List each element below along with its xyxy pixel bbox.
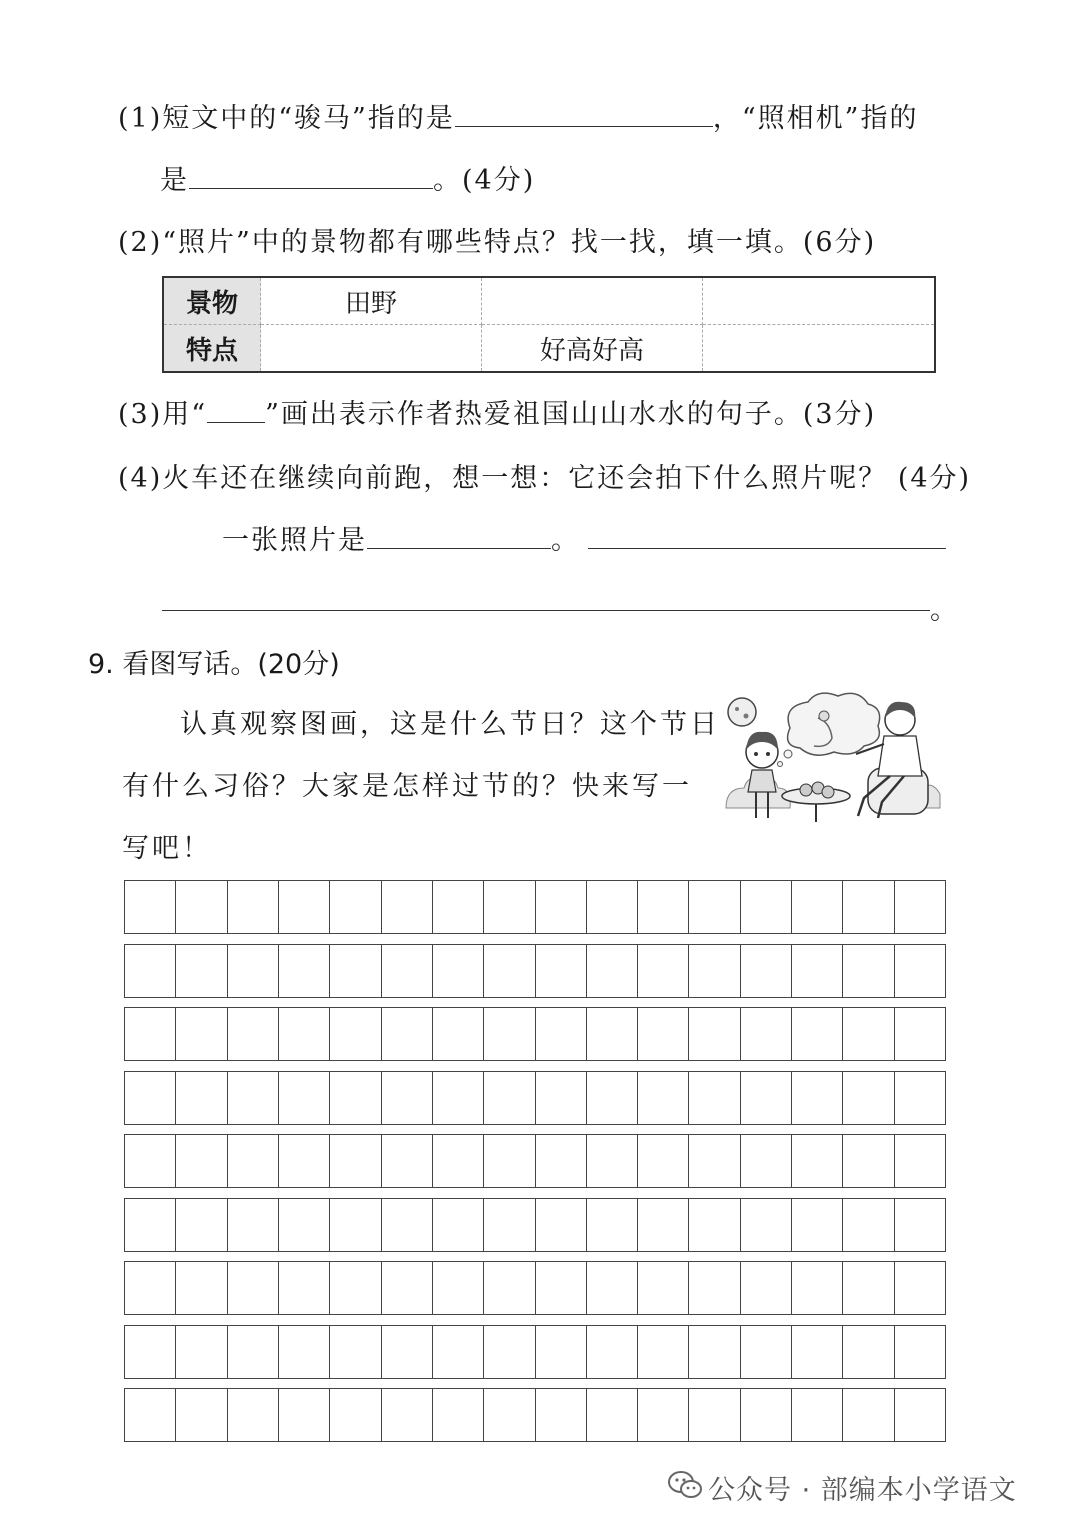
- grid-cell[interactable]: [125, 1199, 176, 1251]
- grid-cell[interactable]: [279, 1262, 330, 1314]
- grid-cell[interactable]: [228, 1072, 279, 1124]
- grid-cell[interactable]: [792, 1389, 843, 1441]
- grid-cell[interactable]: [741, 1008, 792, 1060]
- table-cell-fields: 田野: [261, 277, 482, 325]
- grid-cell[interactable]: [279, 1326, 330, 1378]
- grid-cell[interactable]: [382, 1262, 433, 1314]
- grid-row: [124, 1261, 946, 1315]
- grid-cell[interactable]: [587, 881, 638, 933]
- grid-cell[interactable]: [536, 1072, 587, 1124]
- grid-cell[interactable]: [176, 1072, 227, 1124]
- q1-line2: [160, 158, 535, 197]
- grid-cell[interactable]: [536, 1008, 587, 1060]
- grid-cell[interactable]: [638, 1072, 689, 1124]
- grid-cell[interactable]: [741, 1326, 792, 1378]
- q3-text-a: (3)用“: [118, 399, 208, 430]
- grid-cell[interactable]: [895, 945, 945, 997]
- q1-text-b: ，“照相机”指的: [712, 103, 919, 134]
- grid-cell[interactable]: [433, 1008, 484, 1060]
- grid-cell[interactable]: [382, 1135, 433, 1187]
- grid-cell[interactable]: [279, 1008, 330, 1060]
- grid-cell[interactable]: [330, 1389, 381, 1441]
- grid-cell[interactable]: [895, 881, 945, 933]
- grid-cell[interactable]: [895, 1326, 945, 1378]
- grid-cell[interactable]: [741, 1135, 792, 1187]
- grid-cell[interactable]: [895, 1072, 945, 1124]
- grid-cell[interactable]: [330, 881, 381, 933]
- grid-row: [124, 1198, 946, 1252]
- grid-cell[interactable]: [330, 1262, 381, 1314]
- grid-cell[interactable]: [484, 1389, 535, 1441]
- q4-blank-photo[interactable]: [367, 546, 551, 549]
- grid-cell[interactable]: [433, 1389, 484, 1441]
- q4-blank-line-2[interactable]: [588, 548, 946, 549]
- grid-cell[interactable]: [689, 1008, 740, 1060]
- grid-cell[interactable]: [228, 1135, 279, 1187]
- table-cell-tall: 好高好高: [482, 325, 703, 373]
- table-cell-blank[interactable]: [703, 325, 936, 373]
- q9-line-3: 写吧！: [122, 833, 212, 864]
- grid-cell[interactable]: [433, 1262, 484, 1314]
- grid-cell[interactable]: [330, 1326, 381, 1378]
- grid-cell[interactable]: [895, 1008, 945, 1060]
- grid-cell[interactable]: [689, 1262, 740, 1314]
- grid-cell[interactable]: [433, 1326, 484, 1378]
- q4-period-2: 。: [930, 595, 959, 626]
- grid-row: [124, 1007, 946, 1061]
- table-cell-blank[interactable]: [482, 277, 703, 325]
- q3-text-b: ”画出表示作者热爱祖国山山水水的句子。(3分): [265, 399, 877, 430]
- grid-cell[interactable]: [176, 1008, 227, 1060]
- q4-text: (4)火车还在继续向前跑，想一想：它还会拍下什么照片呢？ (4分): [118, 463, 972, 494]
- grid-cell[interactable]: [382, 1389, 433, 1441]
- q4-answer-prefix: 一张照片是: [222, 525, 367, 556]
- grid-cell[interactable]: [843, 1199, 894, 1251]
- grid-cell[interactable]: [638, 1389, 689, 1441]
- grid-cell[interactable]: [587, 1072, 638, 1124]
- grid-cell[interactable]: [484, 1135, 535, 1187]
- grid-cell[interactable]: [536, 1199, 587, 1251]
- grid-cell[interactable]: [228, 1199, 279, 1251]
- feature-table: [162, 276, 936, 373]
- grid-cell[interactable]: [125, 1326, 176, 1378]
- grid-cell[interactable]: [843, 1262, 894, 1314]
- q4-blank-line-3[interactable]: [162, 610, 930, 611]
- grid-cell[interactable]: [176, 1199, 227, 1251]
- grid-cell[interactable]: [228, 1008, 279, 1060]
- grid-cell[interactable]: [741, 945, 792, 997]
- grid-cell[interactable]: [895, 1135, 945, 1187]
- grid-cell[interactable]: [330, 945, 381, 997]
- grid-cell[interactable]: [741, 1262, 792, 1314]
- grid-cell[interactable]: [536, 1262, 587, 1314]
- grid-cell[interactable]: [587, 1262, 638, 1314]
- grid-row: [124, 1071, 946, 1125]
- grid-cell[interactable]: [741, 1199, 792, 1251]
- writing-grid[interactable]: [124, 880, 946, 1440]
- grid-cell[interactable]: [330, 1008, 381, 1060]
- grid-cell[interactable]: [330, 1135, 381, 1187]
- q9-title: 9. 看图写话。(20分): [88, 649, 340, 680]
- grid-cell[interactable]: [792, 1135, 843, 1187]
- grid-cell[interactable]: [433, 1135, 484, 1187]
- grid-cell[interactable]: [228, 1389, 279, 1441]
- grid-cell[interactable]: [587, 1389, 638, 1441]
- grid-cell[interactable]: [176, 1389, 227, 1441]
- grid-cell[interactable]: [125, 1135, 176, 1187]
- grid-cell[interactable]: [689, 1389, 740, 1441]
- q1-text-a: (1)短文中的“骏马”指的是: [118, 103, 455, 134]
- q1-blank-camera[interactable]: [189, 186, 433, 189]
- grid-cell[interactable]: [279, 1072, 330, 1124]
- grid-cell[interactable]: [382, 1199, 433, 1251]
- grid-cell[interactable]: [484, 1008, 535, 1060]
- grid-cell[interactable]: [125, 1008, 176, 1060]
- grid-row: [124, 880, 946, 934]
- q1-text-c: 是: [160, 165, 189, 196]
- grid-cell[interactable]: [176, 1135, 227, 1187]
- grid-cell[interactable]: [125, 1389, 176, 1441]
- grid-cell[interactable]: [792, 1008, 843, 1060]
- grid-cell[interactable]: [433, 881, 484, 933]
- grid-cell[interactable]: [536, 1135, 587, 1187]
- grid-cell[interactable]: [484, 1262, 535, 1314]
- grid-cell[interactable]: [330, 1072, 381, 1124]
- grid-cell[interactable]: [125, 1262, 176, 1314]
- grid-cell[interactable]: [587, 1326, 638, 1378]
- grid-cell[interactable]: [484, 1199, 535, 1251]
- grid-cell[interactable]: [279, 881, 330, 933]
- grid-cell[interactable]: [382, 1326, 433, 1378]
- grid-cell[interactable]: [587, 1135, 638, 1187]
- grid-cell[interactable]: [638, 1135, 689, 1187]
- q4-answer-line: [222, 518, 580, 557]
- grid-cell[interactable]: [587, 1008, 638, 1060]
- wechat-icon: [668, 1470, 702, 1500]
- grid-cell[interactable]: [638, 1262, 689, 1314]
- grid-cell[interactable]: [279, 1135, 330, 1187]
- grid-cell[interactable]: [792, 1199, 843, 1251]
- grid-cell[interactable]: [689, 1326, 740, 1378]
- grid-cell[interactable]: [741, 881, 792, 933]
- grid-cell[interactable]: [125, 945, 176, 997]
- grid-cell[interactable]: [843, 1389, 894, 1441]
- q1-text-d: 。(4分): [433, 165, 536, 196]
- grid-cell[interactable]: [279, 945, 330, 997]
- grid-cell[interactable]: [382, 1008, 433, 1060]
- grid-cell[interactable]: [125, 881, 176, 933]
- grid-cell[interactable]: [689, 1199, 740, 1251]
- q1-line1: [118, 96, 918, 135]
- grid-cell[interactable]: [484, 881, 535, 933]
- grid-row: [124, 1134, 946, 1188]
- table-header-scenery: 景物: [163, 277, 261, 325]
- grid-cell[interactable]: [433, 1199, 484, 1251]
- grid-cell[interactable]: [638, 945, 689, 997]
- grid-cell[interactable]: [228, 881, 279, 933]
- grid-cell[interactable]: [382, 1072, 433, 1124]
- grid-cell[interactable]: [792, 1262, 843, 1314]
- grid-cell[interactable]: [689, 945, 740, 997]
- grid-cell[interactable]: [382, 945, 433, 997]
- grid-cell[interactable]: [689, 881, 740, 933]
- watermark-text: 公众号 · 部编本小学语文: [708, 1475, 1017, 1506]
- grid-cell[interactable]: [792, 1326, 843, 1378]
- grid-cell[interactable]: [843, 881, 894, 933]
- grid-cell[interactable]: [638, 1326, 689, 1378]
- q3-text: [118, 392, 876, 431]
- grid-row: [124, 944, 946, 998]
- table-cell-blank[interactable]: [703, 277, 936, 325]
- grid-cell[interactable]: [536, 881, 587, 933]
- grid-cell[interactable]: [587, 1199, 638, 1251]
- grid-cell[interactable]: [843, 945, 894, 997]
- grid-cell[interactable]: [638, 1199, 689, 1251]
- grid-row: [124, 1388, 946, 1442]
- grid-cell[interactable]: [587, 945, 638, 997]
- grid-cell[interactable]: [279, 1389, 330, 1441]
- grid-cell[interactable]: [895, 1199, 945, 1251]
- grid-cell[interactable]: [792, 881, 843, 933]
- table-header-feature: 特点: [163, 325, 261, 373]
- grid-cell[interactable]: [279, 1199, 330, 1251]
- grid-cell[interactable]: [484, 1326, 535, 1378]
- grid-cell[interactable]: [689, 1072, 740, 1124]
- grid-cell[interactable]: [792, 1072, 843, 1124]
- grid-cell[interactable]: [176, 1262, 227, 1314]
- grid-cell[interactable]: [843, 1072, 894, 1124]
- grid-cell[interactable]: [895, 1389, 945, 1441]
- grid-cell[interactable]: [638, 1008, 689, 1060]
- grid-cell[interactable]: [536, 945, 587, 997]
- grid-cell[interactable]: [228, 945, 279, 997]
- grid-cell[interactable]: [638, 881, 689, 933]
- grid-cell[interactable]: [484, 945, 535, 997]
- grid-cell[interactable]: [536, 1326, 587, 1378]
- q3-underline-sample: [207, 420, 265, 423]
- q4-period-1: 。: [551, 525, 580, 556]
- grid-cell[interactable]: [741, 1072, 792, 1124]
- q1-blank-horse[interactable]: [455, 124, 713, 127]
- grid-cell[interactable]: [843, 1326, 894, 1378]
- grid-cell[interactable]: [176, 945, 227, 997]
- q9-line-2: 有什么习俗？大家是怎样过节的？快来写一: [122, 771, 692, 802]
- grid-cell[interactable]: [843, 1008, 894, 1060]
- grid-cell[interactable]: [228, 1262, 279, 1314]
- table-cell-blank[interactable]: [261, 325, 482, 373]
- grid-cell[interactable]: [125, 1072, 176, 1124]
- grid-cell[interactable]: [741, 1389, 792, 1441]
- mid-autumn-family-illustration-icon: [720, 688, 944, 830]
- grid-cell[interactable]: [330, 1199, 381, 1251]
- grid-cell[interactable]: [843, 1135, 894, 1187]
- grid-cell[interactable]: [382, 881, 433, 933]
- grid-cell[interactable]: [228, 1326, 279, 1378]
- grid-cell[interactable]: [484, 1072, 535, 1124]
- grid-cell[interactable]: [536, 1389, 587, 1441]
- grid-cell[interactable]: [176, 881, 227, 933]
- grid-cell[interactable]: [792, 945, 843, 997]
- grid-cell[interactable]: [895, 1262, 945, 1314]
- grid-cell[interactable]: [689, 1135, 740, 1187]
- grid-cell[interactable]: [176, 1326, 227, 1378]
- q9-line-1: 认真观察图画，这是什么节日？这个节日: [180, 709, 720, 740]
- grid-row: [124, 1325, 946, 1379]
- grid-cell[interactable]: [433, 1072, 484, 1124]
- grid-cell[interactable]: [433, 945, 484, 997]
- q2-text: (2)“照片”中的景物都有哪些特点？找一找，填一填。(6分): [118, 227, 877, 258]
